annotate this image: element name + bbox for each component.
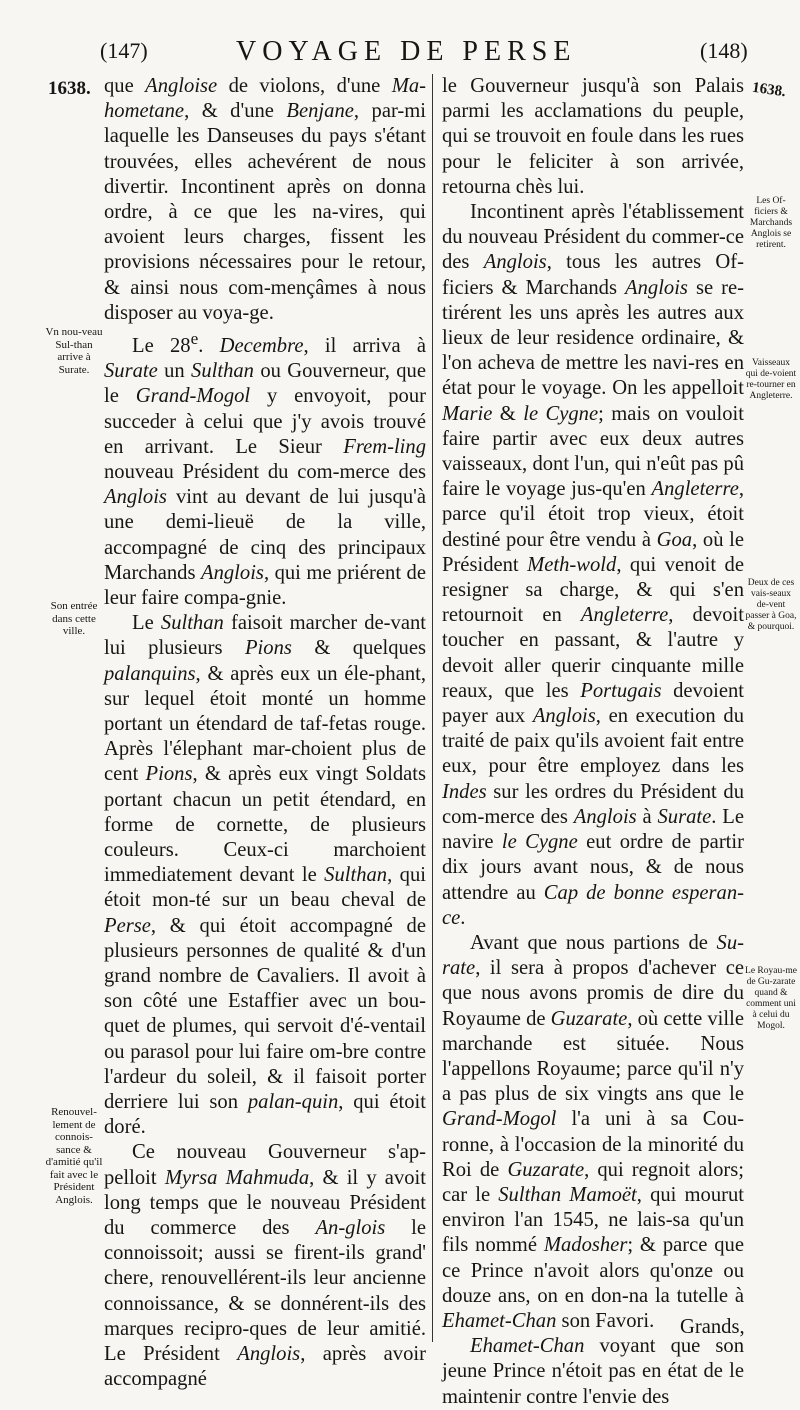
paragraph: Ehamet-Chan voyant que son jeune Prince n'étoit pas en état de le maintenir contre l'envie des bbox=[442, 1335, 744, 1408]
margin-note-left: Renouvel-lement de connois-sance & d'amitié qu'il fait avec le Président Anglois. bbox=[45, 1106, 103, 1206]
margin-note-right: Vaisseaux qui de-voient re-tourner en Angleterre. bbox=[745, 358, 797, 401]
running-title: VOYAGE DE PERSE bbox=[236, 36, 577, 67]
paragraph: Incontinent après l'établissement du nouveau Président du commer-ce des Anglois, tous les autres Of-ficiers & Marchands Anglois se re-tirérent les uns après les autres aux lieux de leur residence ordinaire, & l'on acheva de mettre les navi-res en état pour le voyage. On les appelloit Marie & le Cygne; mais on vouloit faire partir avec eux deux autres vaisseaux, dont l'un, qui n'eût pas pû faire le voyage jus-qu'en Angleterre, parce qu'il étoit trop vieux, étoit destiné pour être vendu à Goa, où le Président Meth-wold, qui venoit de resigner sa charge, & qui s'en retournoit en Angleterre, devoit toucher en passant, & l'autre y devoit aller querir cinquante mille reaux, que les Portugais devoient payer aux Anglois, en execution du traité de paix qu'ils avoient fait entre eux, pour être employez dans les Indes sur les ordres du Président du com-merce des Anglois à Surate. Le navire le Cygne eut ordre de partir dix jours avant nous, & de nous attendre au Cap de bonne esperan-ce. bbox=[442, 201, 745, 929]
left-column bbox=[104, 74, 426, 1392]
year-right: 1638. bbox=[751, 79, 787, 101]
paragraph: Le Sulthan faisoit marcher de-vant lui plusieurs Pions & quelques palanquins, & après eux un éle-phant, sur lequel étoit monté un homme portant un étendard de taf-fetas rouge. Après l'élephant mar-choient plus de cent Pions, & après eux vingt Soldats portant chacun un petit étendard, en forme de cornette, de plusieurs couleurs. Ceux-ci marchoient immediatement devant le Sulthan, qui étoit mon-té sur un beau cheval de Perse, & qui étoit accompagné de plusieurs personnes de qualité & d'un grand nombre de Cavaliers. Il avoit à son côté une Estaffier avec un bou-quet de plumes, qui servoit d'é-ventail ou parasol pour lui faire om-bre contre l'ardeur du soleil, & il faisoit porter derriere lui son palan-quin, qui étoit doré. bbox=[104, 612, 426, 1139]
paragraph: le Gouverneur jusqu'à son Palais parmi les acclamations du peuple, qui se trouvoit en foule dans les rues pour le feliciter à son arrivée, retourna chès lui. bbox=[442, 75, 744, 198]
catchword: Grands, bbox=[680, 1316, 745, 1338]
year-left: 1638. bbox=[48, 78, 91, 99]
paragraph: Le 28e. Decembre, il arriva à Surate un Sulthan ou Gouverneur, que le Grand-Mogol y envoyoit, pour succeder à celui que j'y avois trouvé en arrivant. Le Sieur Frem-ling nouveau Président du com-merce des Anglois vint au devant de lui jusqu'à une demi-lieuë de la ville, accompagné de cinq des principaux Marchands Anglois, qui me priérent de leur faire compa-gnie. bbox=[104, 329, 426, 609]
paragraph: que Angloise de violons, d'une Ma-hometane, & d'une Benjane, par-mi laquelle les Danseuses du pays s'étant trouvées, elles achevérent de nous divertir. Incontinent après on donna ordre, à ce que les na-vires, qui avoient leurs charges, fissent les provisions nécessaires pour le retour, & ainsi nous com-mençâmes à nous disposer au voya-ge. bbox=[104, 75, 426, 324]
margin-note-left: Son entrée dans cette ville. bbox=[50, 600, 98, 637]
column-rule bbox=[432, 74, 433, 1342]
margin-note-right: Le Royau-me de Gu-zarate quand & comment uni à celui du Mogol. bbox=[745, 966, 797, 1031]
right-column bbox=[442, 74, 744, 1410]
margin-note-right: Les Of-ficiers & Marchands Anglois se retirent. bbox=[749, 196, 793, 250]
paragraph: Ce nouveau Gouverneur s'ap-pelloit Myrsa Mahmuda, & il y avoit long temps que le nouveau Président du commerce des An-glois le connoissoit; aussi se firent-ils grand' chere, renouvellérent-ils leur ancienne connoissance, & se donnérent-ils des marques recipro-ques de leur amitié. Le Président Anglois, après avoir accompagné bbox=[104, 1141, 426, 1391]
page-number-right: (148) bbox=[700, 38, 748, 63]
paragraph: Avant que nous partions de Su-rate, il sera à propos d'achever ce que nous avons promis de dire du Royaume de Guzarate, où cette ville marchande est située. Nous l'appellons Royaume; parce qu'il n'y a pas plus de six vingts ans que le Grand-Mogol l'a uni à sa Cou-ronne, à l'occasion de la minorité du Roi de Guzarate, qui regnoit alors; car le Sulthan Mamoët, qui mourut environ l'an 1545, ne lais-sa qu'un fils nommé Madosher; & parce que ce Prince n'avoit alors qu'onze ou douze ans, on en don-na la tutelle à Ehamet-Chan son Favori. bbox=[442, 931, 744, 1332]
running-header bbox=[0, 38, 800, 68]
margin-note-right: Deux de ces vais-seaux de-vent passer à Goa, & pourquoi. bbox=[745, 578, 797, 632]
page-number-left: (147) bbox=[100, 38, 148, 63]
margin-note-left: Vn nou-veau Sul-than arrive à Surate. bbox=[45, 326, 103, 376]
